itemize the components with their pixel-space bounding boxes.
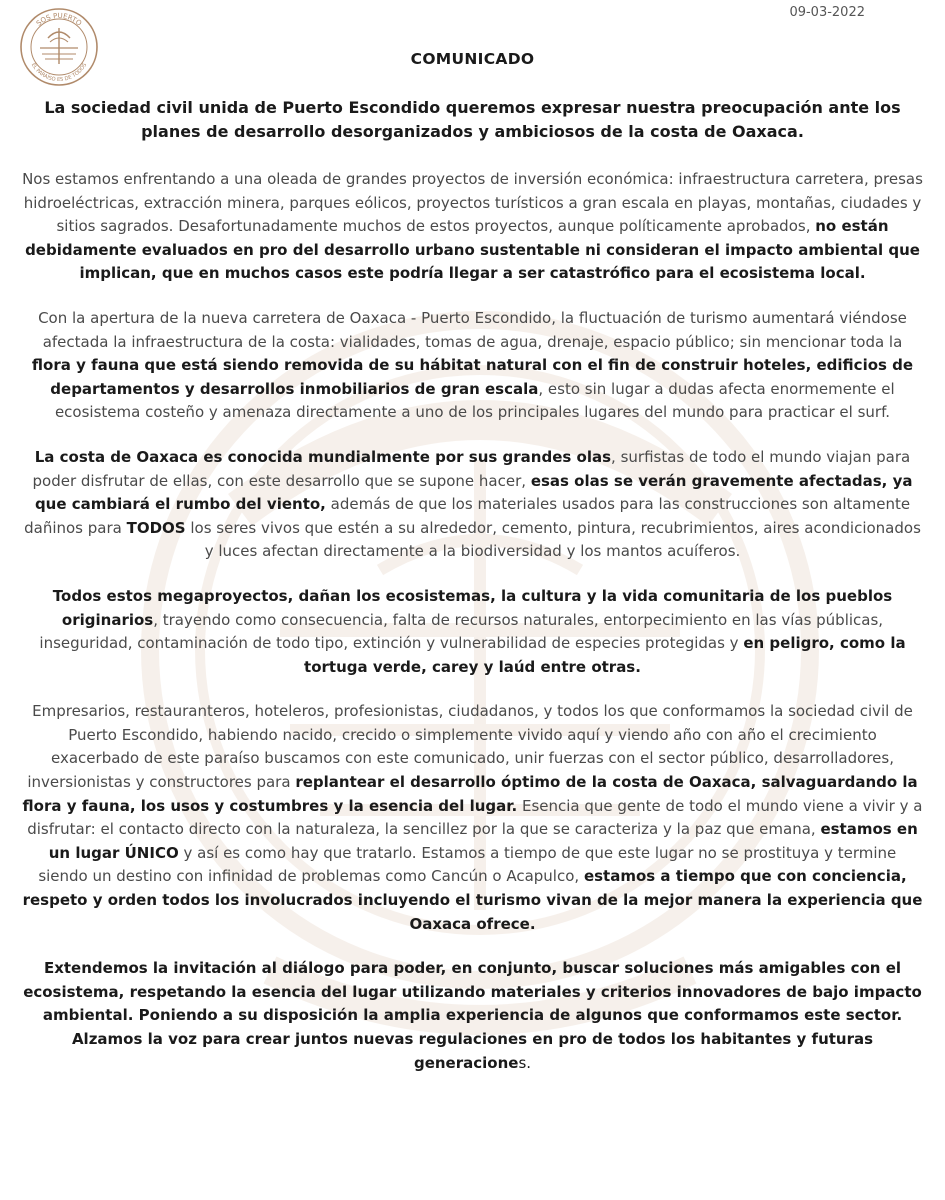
paragraph-text: los seres vivos que estén a su alrededor, cemento, pintura, recubrimientos, aires acondicionados y luces afectan directamente a la biodiversidad y los mantos acuíferos. (185, 518, 921, 561)
paragraph-text: Nos estamos enfrentando a una oleada de grandes proyectos de inversión económica: infraestructura carretera, presas hidroeléctricas, extracción minera, parques eólicos, proyectos turísticos a gran escala en playas, montañas, ciudades y sitios sagrados. Desafortunadamente muchos de estos proyectos, aunque políticamente aprobados, (22, 170, 923, 236)
document-body (22, 96, 923, 1096)
paragraph-text: además de que los materiales usados para las construcciones son altamente dañinos para (24, 495, 911, 537)
paragraph-waves (22, 446, 923, 564)
paragraph-text: , trayendo como consecuencia, falta de recursos naturales, entorpecimiento en las vías públicas, inseguridad, contaminación de todo tipo, extinción y vulnerabilidad de especies protegidas y (39, 610, 884, 653)
sos-puerto-logo-icon (18, 6, 100, 88)
document-title: COMUNICADO (410, 50, 535, 68)
intro-paragraph: La sociedad civil unida de Puerto Escondido queremos expresar nuestra preocupación ante los planes de desarrollo desorganizados y ambiciosos de la costa de Oaxaca. (44, 98, 901, 141)
paragraph-invitation (22, 957, 923, 1075)
paragraph-highway (22, 307, 923, 425)
paragraph-bold-text: TODOS (126, 518, 186, 537)
paragraph-bold-text: en peligro, como la tortuga verde, carey y laúd entre otras. (304, 634, 906, 676)
paragraph-text: , esto sin lugar a dudas afecta enormemente el ecosistema costeño y amenaza directamente a uno de los principales lugares del mundo para practicar el surf. (54, 379, 895, 422)
paragraph-text: , surfistas de todo el mundo viajan para poder disfrutar de ellas, con este desarrollo que se supone hacer, (32, 447, 911, 490)
paragraph-text: Empresarios, restauranteros, hoteleros, profesionistas, ciudadanos, y todos los que conformamos la sociedad civil de Puerto Escondido, habiendo nacido, crecido o simplemente vivido aquí y viendo año con año el crecimiento exacerbado de este paraíso buscamos con este comunicado, unir fuerzas con el sector público, desarrolladores, inversionistas y constructores para (27, 702, 913, 792)
paragraph-bold-text: no están debidamente evaluados en pro del desarrollo urbano sustentable ni consideran el impacto ambiental que implican, que en muchos casos este podría llegar a ser catastrófico para el ecosistema local. (25, 217, 920, 283)
document-date: 09-03-2022 (789, 5, 865, 20)
paragraph-bold-text: Extendemos la invitación al diálogo para poder, en conjunto, buscar soluciones más amigables con el ecosistema, respetando la esencia del lugar utilizando materiales y criterios innovadores de bajo impacto ambiental. Poniendo a su disposición la amplia experiencia de algunos que conformamos este sector. Alzamos la voz para crear juntos nuevas regulaciones en pro de todos los habitantes y futuras generacione (23, 959, 922, 1072)
paragraph-civil-society (22, 700, 923, 936)
paragraph-bold-text: estamos a tiempo que con conciencia, respeto y orden todos los involucrados incluyendo el turismo vivan de la mejor manera la experiencia que Oaxaca ofrece. (22, 867, 923, 933)
paragraph-text: s. (518, 1053, 532, 1072)
svg-text:EL PARAÍSO ES DE TODOS: EL PARAÍSO ES DE TODOS (29, 62, 89, 84)
paragraph-text: Con la apertura de la nueva carretera de Oaxaca - Puerto Escondido, la fluctuación de turismo aumentará viéndose afectada la infraestructura de la costa: vialidades, tomas de agua, drenaje, espacio público; sin mencionar toda la (38, 308, 907, 351)
paragraph-projects (22, 168, 923, 286)
paragraph-bold-text: esas olas se verán gravemente afectadas, ya que cambiará el rumbo del viento, (34, 471, 913, 514)
paragraph-text: y así es como hay que tratarlo. Estamos a tiempo de que este lugar no se prostituya y termine siendo un destino con infinidad de problemas como Cancún o Acapulco, (38, 843, 897, 886)
paragraph-bold-text: estamos en un lugar ÚNICO (48, 820, 918, 862)
paragraph-bold-text: Todos estos megaproyectos, dañan los ecosistemas, la cultura y la vida comunitaria de los pueblos originarios (52, 586, 893, 629)
paragraph-text: Esencia que gente de todo el mundo viene a vivir y a disfrutar: el contacto directo con la naturaleza, la sencillez por la que se caracteriza y la paz que emana, (27, 796, 923, 839)
svg-text:SOS PUERTO: SOS PUERTO (34, 11, 84, 28)
paragraph-megaprojects (22, 585, 923, 679)
paragraph-bold-text: flora y fauna que está siendo removida de su hábitat natural con el fin de construir hoteles, edificios de departamentos y desarrollos inmobiliarios de gran escala (31, 356, 914, 398)
paragraph-bold-text: La costa de Oaxaca es conocida mundialmente por sus grandes olas (34, 447, 612, 466)
paragraph-bold-text: replantear el desarrollo óptimo de la costa de Oaxaca, salvaguardando la flora y fauna, los usos y costumbres y la esencia del lugar. (22, 773, 918, 815)
